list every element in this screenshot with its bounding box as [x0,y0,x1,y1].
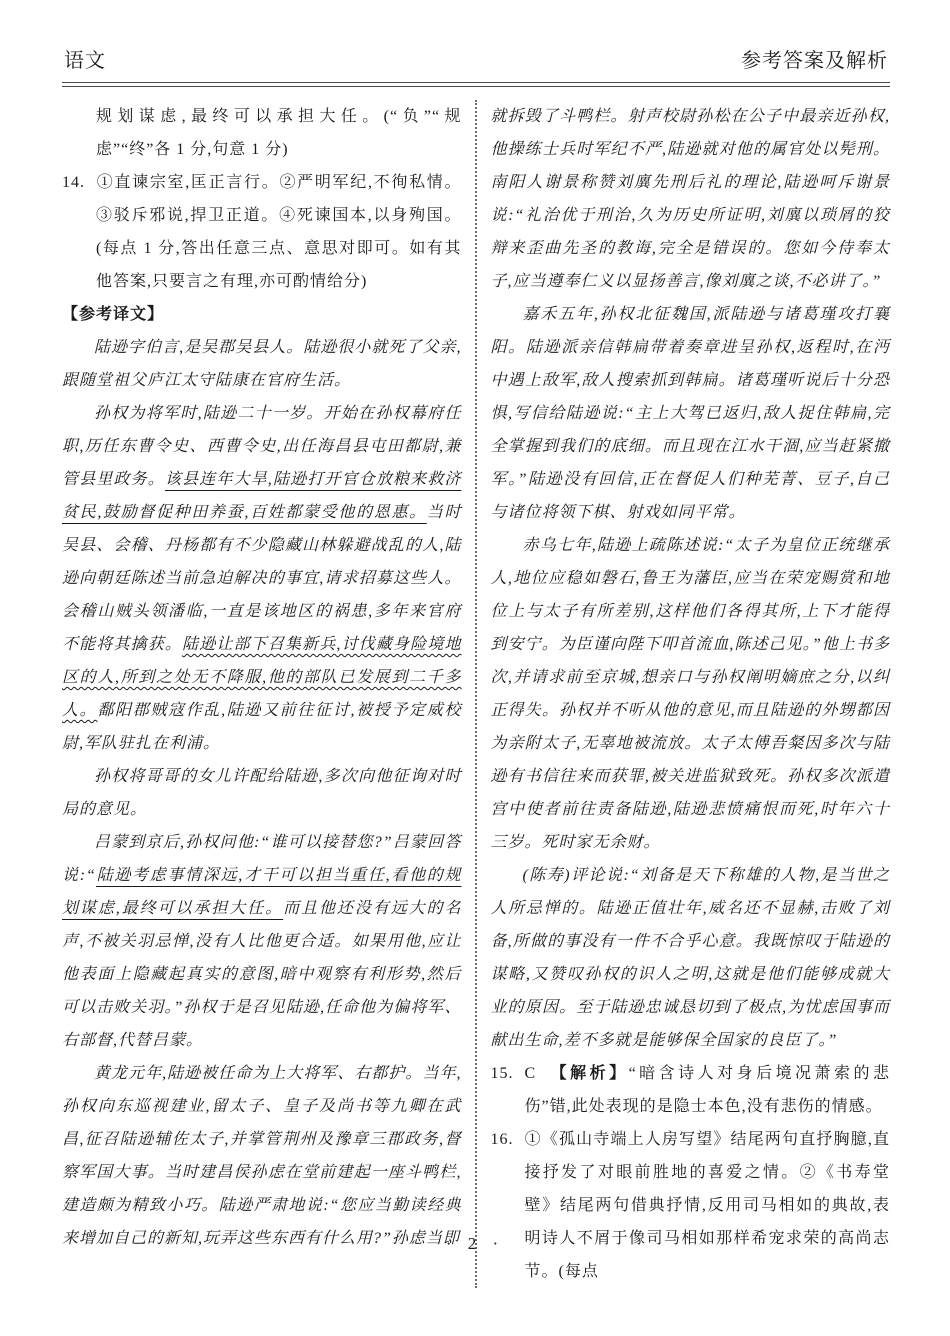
left-column [62,100,475,1288]
analysis-label: 【解析】 [548,1065,629,1082]
item-number: 16. [490,1131,514,1148]
translation-paragraph-5: 黄龙元年,陆逊被任命为上大将军、右都护。当年,孙权向东巡视建业,留太子、皇子及尚书等九卿在武昌,征召陆逊辅佐太子,并掌管荆州及豫章三郡政务,督察军国大事。当时建昌侯孙虑在堂前建起一座斗鸭栏,建造颇为精致小巧。陆逊严肃地说:“您应当勤读经典来增加自己的新知,玩弄这些东西有什么用?”孙虑当即 [62,1065,462,1247]
translation-paragraph-6: 嘉禾五年,孙权北征魏国,派陆逊与诸葛瑾攻打襄阳。陆逊派亲信韩扁带着奏章进呈孙权,返程时,在沔中遇上敌军,敌人搜索抓到韩扁。诸葛瑾听说后十分恐惧,写信给陆逊说:“主上大驾已返归,敌人捉住韩扁,完全掌握到我们的底细。而且现在江水干涸,应当赶紧撤军。”陆逊没有回信,正在督促人们种芜菁、豆子,自己与诸位将领下棋、射戏如同平常。 [490,306,890,521]
item-number: 15. [490,1065,514,1082]
translation-header: 【参考译文】 [62,306,165,323]
translation-paragraph-1: 陆逊字伯言,是吴郡吴县人。陆逊很小就死了父亲,跟随堂祖父庐江太守陆康在官府生活。 [62,339,462,389]
translation-paragraph-7: 赤乌七年,陆逊上疏陈述说:“太子为皇位正统继承人,地位应稳如磐石,鲁王为藩臣,应当在荣宠赐赏和地位上与太子有所差别,这样他们各得其所,上下才能得到安宁。为臣谨向陛下叩首流血,陈述己见。”他上书多次,并请求前至京城,想亲口与孙权阐明嫡庶之分,以纠正得失。孙权并不听从他的意见,而且陆逊的外甥都因为亲附太子,无辜地被流放。太子太傅吾粲因多次与陆逊有书信往来而获罪,被关进监狱致死。孙权多次派遣宫中使者前往责备陆逊,陆逊悲愤痛恨而死,时年六十三岁。死时家无余财。 [490,537,890,851]
translation-paragraph-5-continued: 就拆毁了斗鸭栏。射声校尉孙松在公子中最亲近孙权,他操练士兵时军纪不严,陆逊就对他的属官处以髡刑。南阳人谢景称赞刘廙先刑后礼的理论,陆逊呵斥谢景说:“礼治优于刑治,久为历史所证明,刘廙以琐屑的狡辩来歪曲先圣的教诲,完全是错误的。您如今侍奉太子,应当遵奉仁义以显扬善言,像刘廙之谈,不必讲了。” [490,108,890,290]
page-number: · 2 · [445,1234,505,1253]
page-footer [0,1234,950,1254]
translation-text: 而且他还没有远大的名声,不被关羽忌惮,没有人比他更合适。如果用他,应让他表面上隐藏起真实的意图,暗中观察有利形势,然后可以击败关羽。”孙权于是召见陆逊,任命他为偏将军、右部督,代替吕蒙。 [62,900,462,1049]
wavy-underlined-passage: 陆逊让部下召集新兵,讨伐藏身险境地区的人,所到之处无不降服,他的部队已发展到二千多人。 [62,636,462,719]
header-divider [62,82,890,87]
translation-paragraph-2 [62,397,462,760]
translation-paragraph-4 [62,826,462,1057]
answer-letter: C [524,1065,537,1082]
answers-title: 参考答案及解析 [741,50,888,72]
translation-paragraph-3: 孙权将哥哥的女儿许配给陆逊,多次向他征询对时局的意见。 [62,768,462,818]
underlined-passage: 该县连年大旱,陆逊打开官仓放粮来救济贫民,鼓励督促种田养蚕,百姓都蒙受他的恩惠。 [62,471,462,521]
analysis-text: “暗含诗人对身后境况萧索的悲伤”错,此处表现的是隐士本色,没有悲伤的情感。 [524,1065,890,1115]
item-number: 14. [62,174,85,191]
answer-13-continuation: 规划谋虑,最终可以承担大任。(“负”“规虑”“终”各 1 分,句意 1 分) [96,108,462,158]
translation-text: 吕蒙到京后,孙权问他:“谁可以接替您?”吕蒙回答说:“ [62,834,462,884]
translation-paragraph-8: (陈寿)评论说:“刘备是天下称雄的人物,是当世之人所忌惮的。陆逊正值壮年,威名还不显赫,击败了刘备,所做的事没有一件不合乎心意。我既惊叹于陆逊的谋略,又赞叹孙权的识人之明,这就是他们能够成就大业的原因。至于陆逊忠诚恳切到了极点,为忧虑国事而献出生命,差不多就是能够保全国家的良臣了。” [490,867,890,1049]
answer-item-14 [62,166,462,298]
answer-text: ①《孤山寺端上人房写望》结尾两句直抒胸臆,直接抒发了对眼前胜地的喜爱之情。②《书寿堂壁》结尾两句借典抒情,反用司马相如的典故,表明诗人不屑于像司马相如那样希宠求荣的高尚志节。(每点 [524,1131,890,1280]
right-column [477,100,891,1288]
answer-item-16 [491,1123,891,1288]
answer-text: ①直谏宗室,匡正言行。②严明军纪,不徇私情。③驳斥邪说,捍卫正道。④死谏国本,以身殉国。(每点 1 分,答出任意三点、意思对即可。如有其他答案,只要言之有理,亦可酌情给分) [96,174,462,290]
answer-item-15 [491,1057,891,1123]
translation-text: 鄱阳郡贼寇作乱,陆逊又前往征讨,被授予定威校尉,军队驻扎在利浦。 [62,702,462,752]
translation-text: 当时吴县、会稽、丹杨都有不少隐藏山林躲避战乱的人,陆逊向朝廷陈述当前急迫解决的事宜,请求招募这些人。会稽山贼头领潘临,一直是该地区的祸患,多年来官府不能将其擒获。 [62,504,462,653]
subject-title: 语文 [64,50,106,72]
translation-text: 孙权为将军时,陆逊二十一岁。开始在孙权幕府任职,历任东曹令史、西曹令史,出任海昌县屯田都尉,兼管县里政务。 [62,405,462,488]
underlined-passage: 陆逊考虑事情深远,才干可以担当重任,看他的规划谋虑,最终可以承担大任。 [62,867,462,917]
page-header [62,44,890,82]
two-column-body [62,100,890,1288]
